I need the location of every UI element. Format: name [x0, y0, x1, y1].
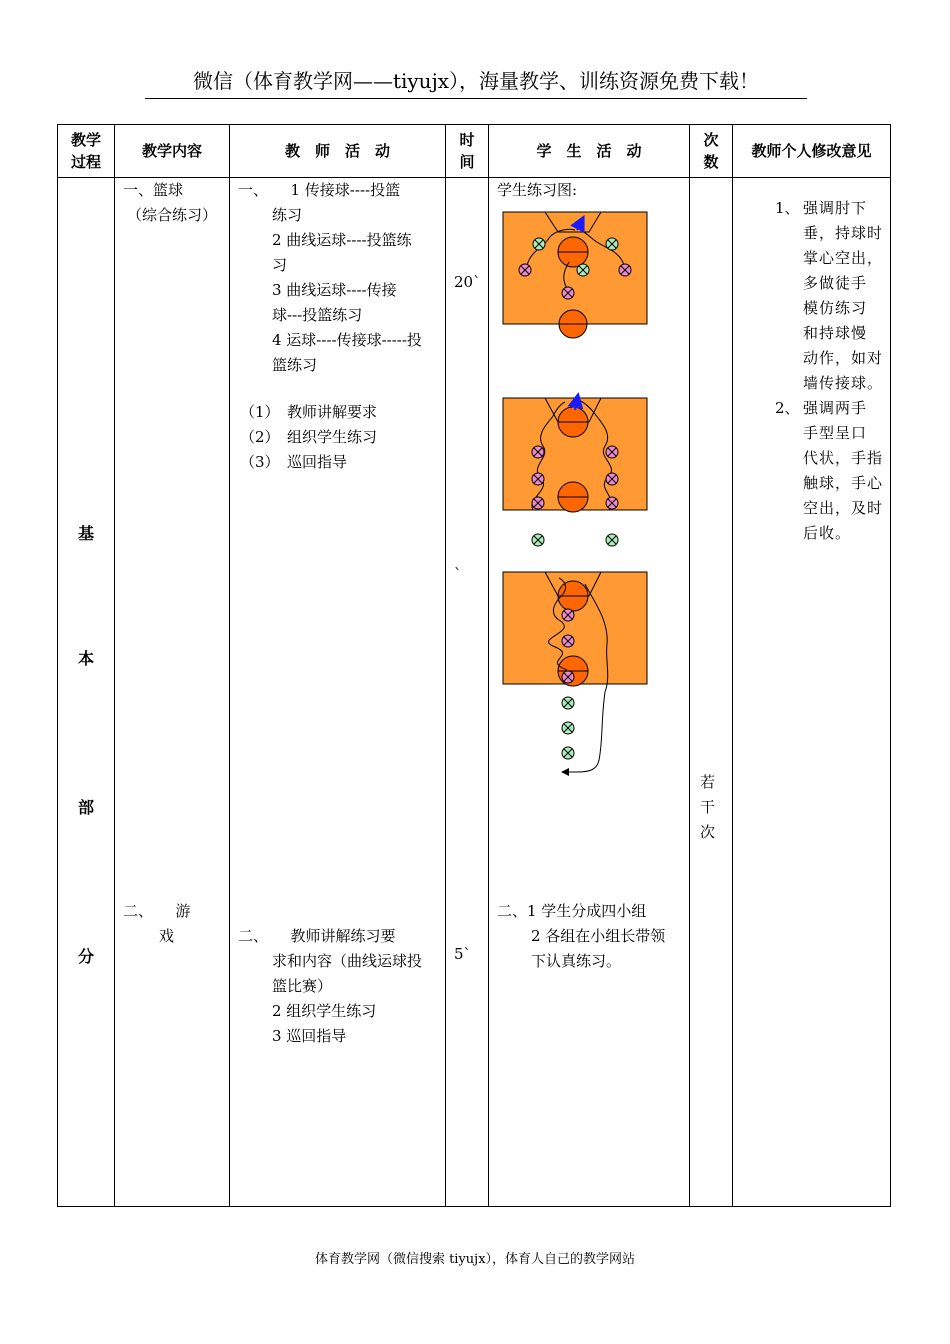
pink-player-icon — [519, 264, 531, 276]
count-text: 若 干 次 — [700, 773, 716, 841]
time-value-2: 5` — [454, 945, 472, 963]
student-line: 二、1 学生分成四小组 — [497, 902, 647, 920]
diagram-2 — [503, 398, 647, 546]
pink-player-icon — [532, 473, 544, 485]
teacher-line: 篮比赛） — [272, 977, 333, 995]
time-mark: ` — [454, 565, 462, 583]
pink-player-icon — [532, 497, 544, 509]
content-item2-line1: 二、 游 — [123, 902, 191, 920]
teacher-step: （3） 巡回指导 — [240, 453, 348, 471]
green-player-icon — [562, 697, 574, 709]
pink-player-icon — [562, 635, 574, 647]
col-header-time: 时间 — [446, 125, 489, 178]
table-body-row — [58, 178, 891, 1207]
col-header-teacher: 教 师 活 动 — [230, 125, 446, 178]
section-char: 部 — [77, 798, 94, 817]
pink-player-icon — [532, 446, 544, 458]
page-header-title: 微信（体育教学网——tiyujx），海量教学、训练资源免费下载！ — [145, 68, 807, 99]
pink-player-icon — [606, 497, 618, 509]
diagram-1 — [503, 212, 647, 338]
teacher-line: 一、 1 传接球----投篮 — [238, 181, 401, 199]
teacher-line: 习 — [272, 256, 288, 274]
teacher-line: 2 组织学生练习 — [272, 1002, 377, 1020]
col-header-content: 教学内容 — [115, 125, 230, 178]
section-char: 本 — [77, 649, 94, 668]
content-item2-line2: 戏 — [159, 927, 175, 945]
table-header-row — [58, 125, 891, 178]
student-line: 下认真练习。 — [531, 952, 622, 970]
practice-diagrams — [489, 200, 689, 820]
col-header-student: 学 生 活 动 — [489, 125, 690, 178]
content-item1-line1: 一、篮球 — [123, 181, 184, 199]
teacher-line: 3 曲线运球----传接 — [272, 281, 397, 299]
teacher-activity-cell — [230, 178, 446, 1207]
process-cell — [58, 178, 115, 1207]
note-1-number: 1、 — [775, 199, 800, 217]
section-char: 分 — [77, 947, 94, 966]
green-player-icon — [606, 238, 618, 250]
teacher-line: 二、 教师讲解练习要 — [238, 927, 396, 945]
diagram-label: 学生练习图: — [497, 181, 578, 199]
time-value-1: 20` — [454, 273, 481, 291]
pink-player-icon — [619, 264, 631, 276]
pink-player-icon — [562, 671, 574, 683]
teacher-line: 球---投篮练习 — [272, 306, 363, 324]
col-header-notes: 教师个人修改意见 — [733, 125, 891, 178]
teacher-line: 2 曲线运球----投篮练 — [272, 231, 412, 249]
section-char: 基 — [77, 524, 94, 543]
teacher-line: 3 巡回指导 — [272, 1027, 347, 1045]
student-activity-cell — [489, 178, 690, 1207]
content-item1-line2: （综合练习） — [127, 206, 218, 224]
green-player-icon — [533, 238, 545, 250]
pink-player-icon — [606, 473, 618, 485]
teacher-step: （2） 组织学生练习 — [240, 428, 378, 446]
note-2-text: 强调两手 手型呈口 代状，手指 触球，手心 空出，及时 后收。 — [803, 399, 884, 542]
pink-player-icon — [606, 446, 618, 458]
teacher-line: 篮练习 — [272, 356, 318, 374]
note-1-text: 强调肘下 垂，持球时 掌心空出， 多做徒手 模仿练习 和持球慢 动作，如对 墙传接球。 — [803, 199, 884, 392]
teacher-part1 — [238, 178, 438, 378]
green-player-icon — [562, 722, 574, 734]
green-player-icon — [562, 747, 574, 759]
pink-player-icon — [562, 609, 574, 621]
teacher-line: 求和内容（曲线运球投 — [272, 952, 423, 970]
green-player-icon — [577, 264, 589, 276]
green-player-icon — [532, 534, 544, 546]
teacher-line: 练习 — [272, 206, 303, 224]
col-header-count: 次数 — [690, 125, 733, 178]
note-2-number: 2、 — [775, 399, 800, 417]
teacher-line: 4 运球----传接球-----投 — [272, 331, 422, 349]
teacher-steps — [240, 400, 377, 475]
time-cell — [446, 178, 489, 1207]
lesson-plan-table — [57, 124, 891, 1207]
pink-player-icon — [562, 287, 574, 299]
student-line: 2 各组在小组长带领 — [531, 927, 666, 945]
page-footer: 体育教学网（微信搜索 tiyujx），体育人自己的教学网站 — [314, 1252, 636, 1267]
green-player-icon — [606, 534, 618, 546]
teacher-step: （1） 教师讲解要求 — [240, 403, 378, 421]
student-part2 — [497, 899, 665, 974]
diagram-3 — [503, 572, 647, 772]
notes-cell — [733, 178, 891, 1207]
content-cell — [115, 178, 230, 1207]
count-cell — [690, 178, 733, 1207]
teacher-part2 — [238, 924, 438, 1049]
col-header-process: 教学过程 — [58, 125, 115, 178]
